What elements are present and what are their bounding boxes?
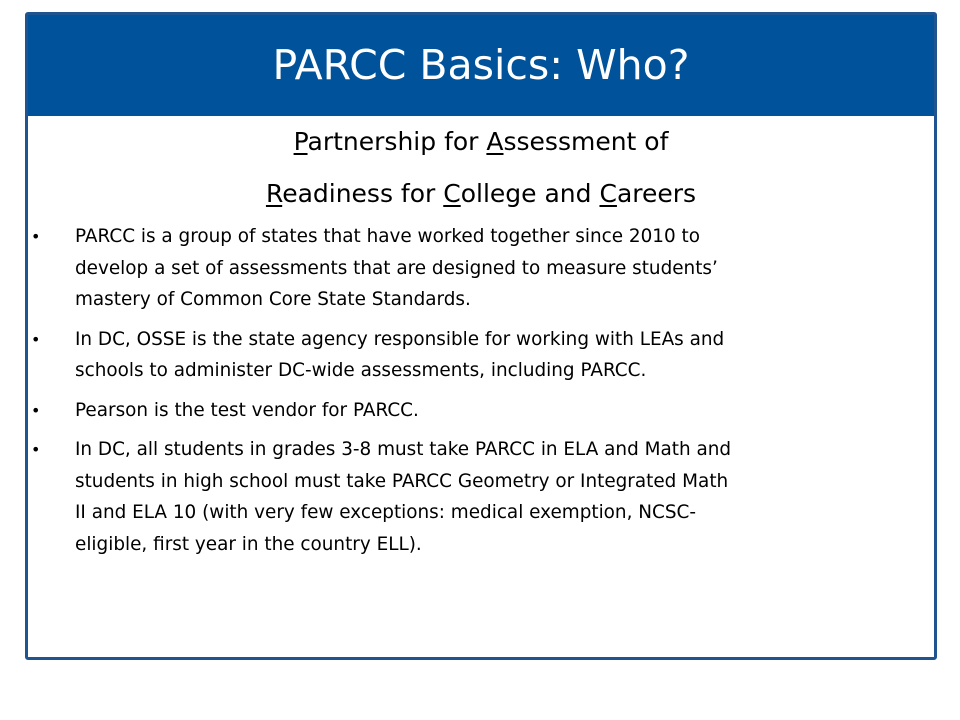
- bullet-text-line: PARCC is a group of states that have worked together since 2010 to: [75, 226, 700, 247]
- bullet-text-line: mastery of Common Core State Standards.: [75, 289, 471, 310]
- subtitle-line-2: [28, 177, 934, 211]
- subtitle-segment: C: [443, 179, 461, 208]
- bullet-icon: •: [31, 227, 41, 246]
- bullet-icon: •: [31, 329, 41, 349]
- bullet-icon: •: [31, 400, 41, 420]
- bullet-text-line: II and ELA 10 (with very few exceptions: medical exemption, NCSC-: [75, 502, 697, 523]
- bullet-text-line: eligible, first year in the country ELL).: [75, 533, 422, 555]
- subtitle-segment: eadiness for: [282, 179, 444, 208]
- bullet-text-line: Pearson is the test vendor for PARCC.: [75, 399, 419, 421]
- subtitle-segment: ollege and: [460, 179, 600, 208]
- subtitle-line-1: [28, 125, 934, 159]
- bullet-text-line: In DC, OSSE is the state agency responsible for working with LEAs and: [75, 328, 725, 350]
- bullet-icon: •: [31, 440, 41, 459]
- title-bar: [28, 15, 934, 116]
- subtitle-segment: ssessment of: [503, 127, 669, 156]
- slide-frame: [25, 12, 937, 660]
- subtitle-segment: R: [265, 179, 283, 208]
- slide-title: PARCC Basics: Who?: [272, 41, 690, 89]
- bullet-text-line: In DC, all students in grades 3-8 must take PARCC in ELA and Math and: [75, 439, 732, 460]
- bullet-text-line: schools to administer DC-wide assessments, including PARCC.: [75, 360, 647, 381]
- bullet-item: [28, 434, 934, 560]
- bullet-list: [28, 221, 934, 568]
- bullet-item: [28, 395, 934, 427]
- subtitle-segment: areers: [616, 179, 697, 208]
- subtitle-segment: P: [293, 127, 308, 156]
- bullet-text-line: develop a set of assessments that are designed to measure students’: [75, 257, 718, 279]
- subtitle-segment: C: [599, 179, 617, 208]
- bullet-item: [28, 324, 934, 387]
- subtitle-segment: artnership for: [307, 127, 487, 156]
- subtitle-segment: A: [486, 127, 504, 156]
- bullet-item: [28, 221, 934, 316]
- bullet-text-line: students in high school must take PARCC Geometry or Integrated Math: [75, 470, 729, 492]
